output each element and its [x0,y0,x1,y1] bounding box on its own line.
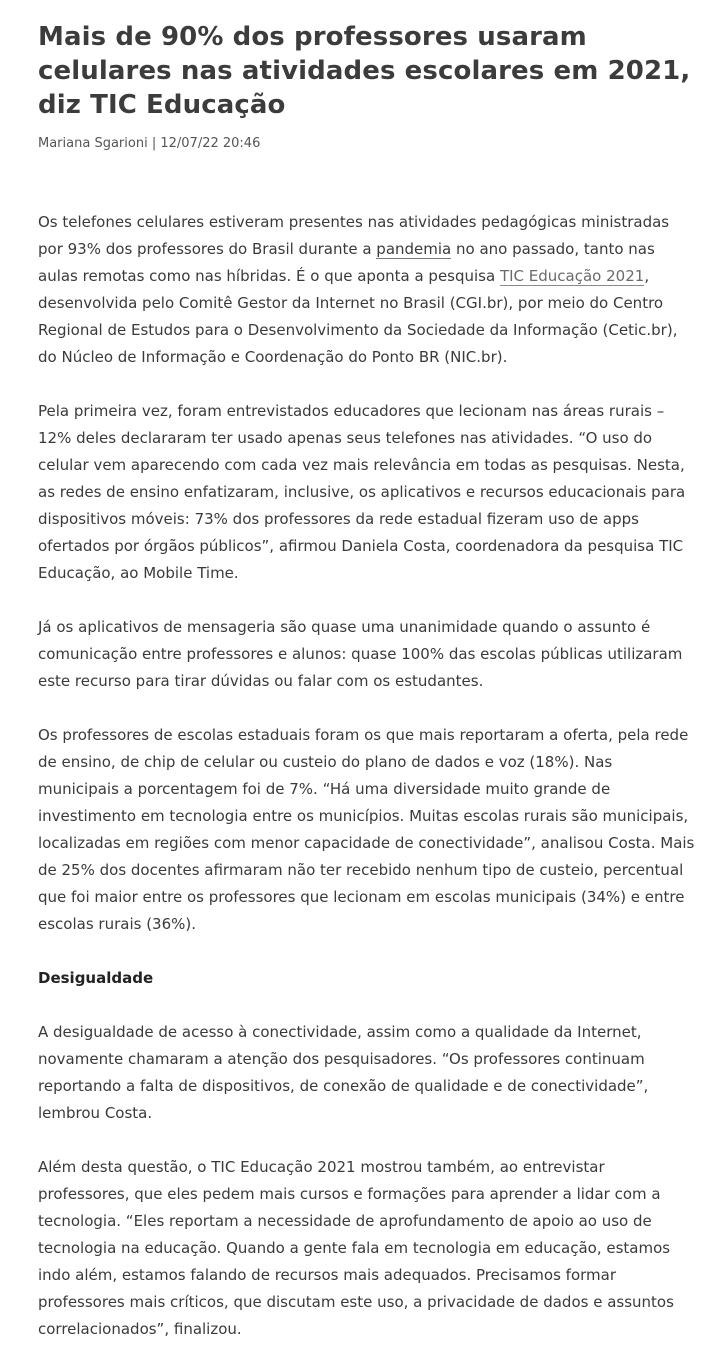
paragraph-6: Além desta questão, o TIC Educação 2021 mostrou também, ao entrevistar professores, que eles pedem mais cursos e formações para aprender a lidar com a tecnologia. “Eles reportam a necessidade de aprofundamento de apoio ao uso de tecnologia na educação. Quando a gente fala em tecnologia em educação, estamos indo além, estamos falando de recursos mais adequados. Precisamos formar professores mais críticos, que discutam este uso, a privacidade de dados e assuntos correlacionados”, finalizou. [38,1158,674,1338]
article-title: Mais de 90% dos professores usaram celulares nas atividades escolares em 2021, diz TIC Educação [38,22,691,120]
paragraph-3: Já os aplicativos de mensageria são quase uma unanimidade quando o assunto é comunicação entre professores e alunos: quase 100% das escolas públicas utilizaram este recurso para tirar dúvidas ou falar com os estudantes. [38,618,683,690]
author-name: Mariana Sgarioni [38,136,148,151]
paragraph-4: Os professores de escolas estaduais foram os que mais reportaram a oferta, pela rede de ensino, de chip de celular ou custeio do plano de dados e voz (18%). Nas municipais a porcentagem foi de 7%. “Há uma diversidade muito grande de investimento em tecnologia entre os municípios. Muitas escolas rurais são municipais, localizadas em regiões com menor capacidade de conectividade”, analisou Costa. Mais de 25% dos docentes afirmaram não ter recebido nenhum tipo de custeio, percentual que foi maior entre os professores que lecionam em escolas municipais (34%) e entre escolas rurais (36%). [38,726,695,933]
paragraph-5: A desigualdade de acesso à conectividade, assim como a qualidade da Internet, novamente chamaram a atenção dos pesquisadores. “Os professores continuam reportando a falta de dispositivos, de conexão de qualidade e de conectividade”, lembrou Costa. [38,1023,649,1122]
publish-datetime: 12/07/22 20:46 [160,136,261,151]
paragraph-2: Pela primeira vez, foram entrevistados educadores que lecionam nas áreas rurais – 12% deles declararam ter usado apenas seus telefones nas atividades. “O uso do celular vem aparecendo com cada vez mais relevância em todas as pesquisas. Nesta, as redes de ensino enfatizaram, inclusive, os aplicativos e recursos educacionais para dispositivos móveis: 73% dos professores da rede estadual fizeram uso de apps ofertados por órgãos públicos”, afirmou Daniela Costa, coordenadora da pesquisa TIC Educação, ao Mobile Time. [38,402,686,582]
article-body [38,209,695,1343]
tic-educacao-link[interactable]: TIC Educação 2021 [499,267,645,285]
article-meta [38,135,695,153]
meta-separator: | [151,136,157,151]
paragraph-1 [38,209,695,371]
paragraph-1-text-c: , desenvolvida pelo Comitê Gestor da Internet no Brasil (CGI.br), por meio do Centro Regional de Estudos para o Desenvolvimento da Sociedade da Informação (Cetic.br), do Núcleo de Informação e Coordenação do Ponto BR (NIC.br). [38,267,678,366]
paragraph-1-text-a: Os telefones celulares estiveram presentes nas atividades pedagógicas ministradas por 93% dos professores do Brasil durante a [38,213,670,258]
section-heading: Desigualdade [38,969,154,987]
paragraph-1-text-b: no ano passado, tanto nas aulas remotas como nas híbridas. É o que aponta a pesquisa [38,240,655,285]
pandemia-link[interactable]: pandemia [376,240,452,258]
